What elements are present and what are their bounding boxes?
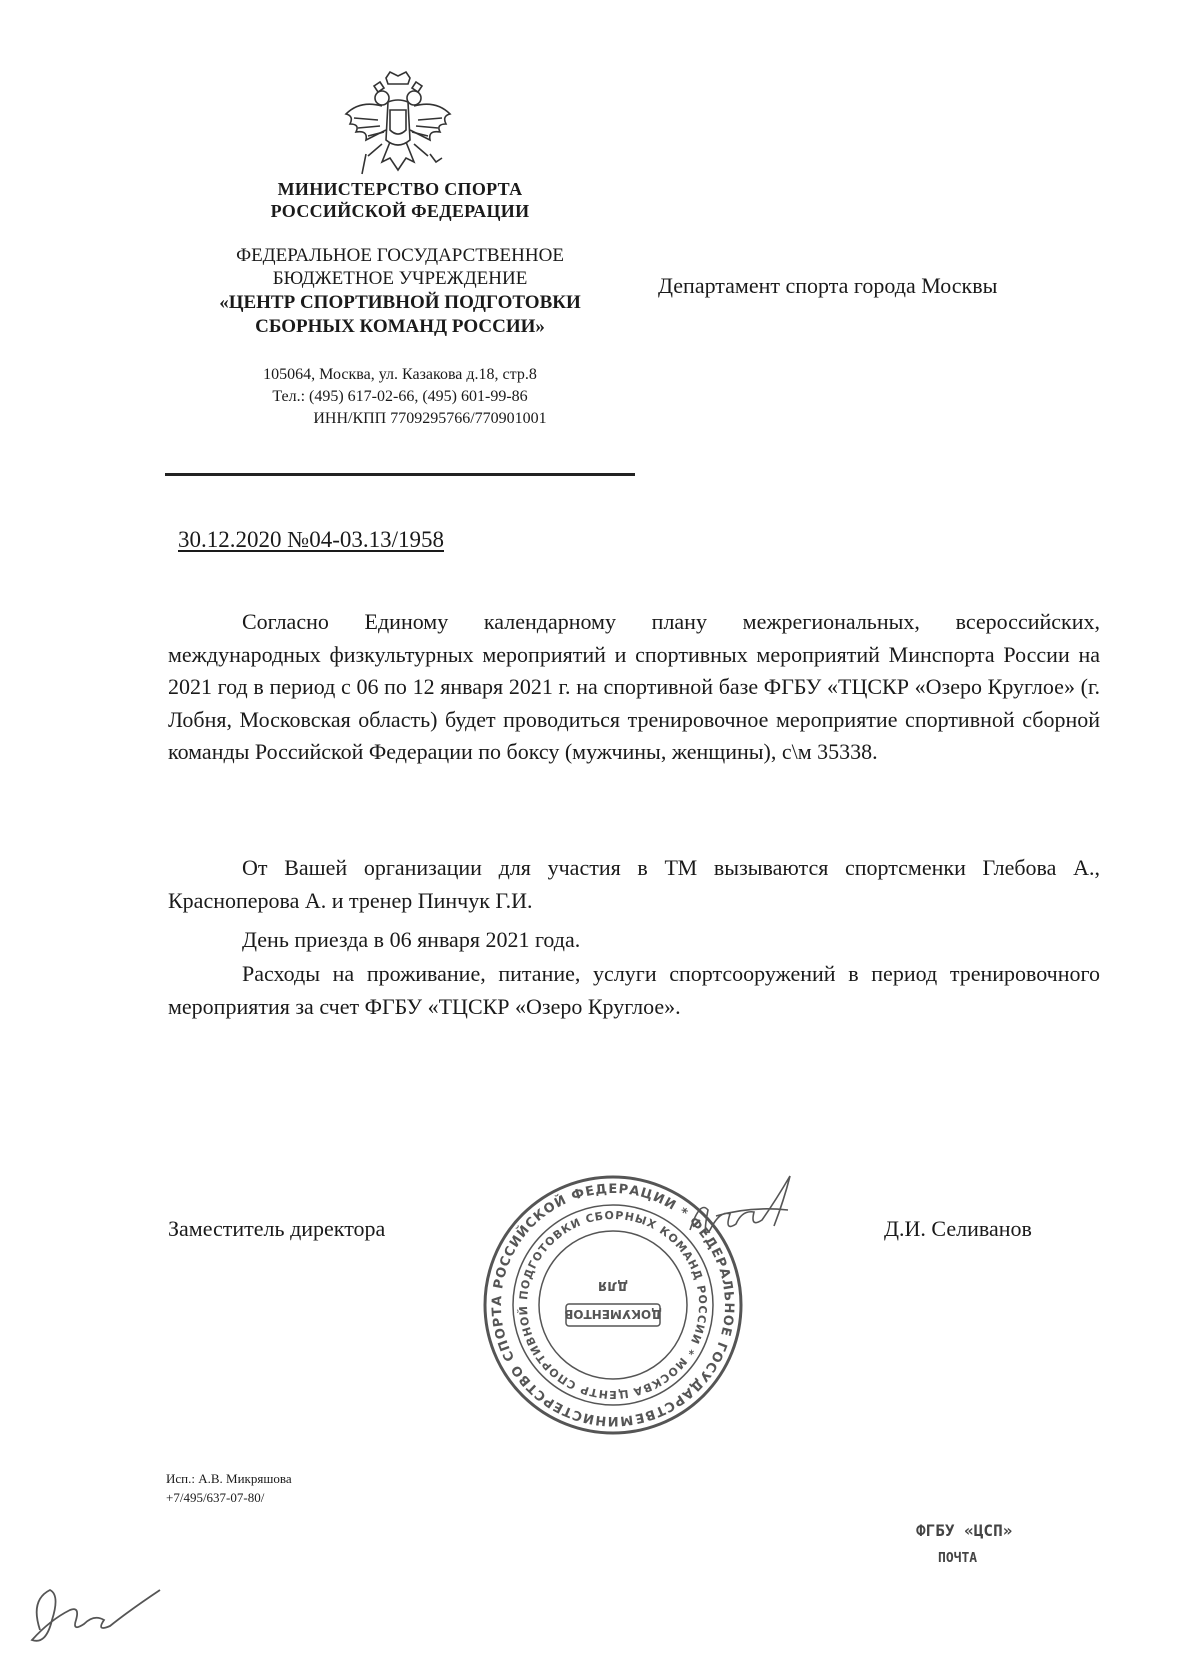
institution-inn: ИНН/КПП 7709295766/770901001 [313,410,547,427]
executor-name: Исп.: А.В. Микряшова [166,1471,292,1486]
post-stamp-line1: ФГБУ «ЦСП» [916,1521,1013,1540]
executor-info [166,1469,292,1507]
seal-center-top: ДОКУМЕНТОВ [564,1307,662,1321]
signatory-title: Заместитель директора [168,1216,386,1241]
body-paragraph-1: Согласно Единому календарному плану межрегиональных, всероссийских, международных физкультурных мероприятий и спортивных мероприятий Минспорта России на 2021 год в период с 06 по 12 января 2021 г. на спортивной базе ФГБУ «ТЦСКР «Озеро Круглое» (г. Лобня, Московская область) будет проводиться тренировочное мероприятие спортивной сборной команды Российской Федерации по боксу (мужчины, женщины), с\м 35338. [168,609,1100,764]
coat-of-arms-emblem [338,70,458,190]
ministry-name-line2: РОССИЙСКОЙ ФЕДЕРАЦИИ [270,201,530,221]
handwritten-signature [680,1170,800,1260]
body-paragraph-3: День приезда в 06 января 2021 года. [242,927,581,952]
institution-line4: СБОРНЫХ КОМАНД РОССИИ» [255,316,545,337]
institution-line2: БЮДЖЕТНОЕ УЧРЕЖДЕНИЕ [272,268,528,289]
institution-line3: «ЦЕНТР СПОРТИВНОЙ ПОДГОТОВКИ [219,292,581,313]
post-stamp-line2: ПОЧТА [938,1551,978,1566]
seal-outer-text: МИНИСТЕРСТВО СПОРТА РОССИЙСКОЙ ФЕДЕРАЦИИ * ФЕДЕРАЛЬНОЕ ГОСУДАРСТВЕННОЕ [489,1181,737,1429]
outgoing-reference: 30.12.2020 №04-03.13/1958 [178,527,444,552]
letterhead-divider [165,473,635,476]
handwritten-initials [20,1560,170,1655]
institution-address: 105064, Москва, ул. Казакова д.18, стр.8 [263,366,537,383]
ministry-name-line1: МИНИСТЕРСТВО СПОРТА [277,179,523,199]
signatory-name: Д.И. Селиванов [884,1216,1032,1241]
institution-line1: ФЕДЕРАЛЬНОЕ ГОСУДАРСТВЕННОЕ [236,245,564,266]
institution-phone: Тел.: (495) 617-02-66, (495) 601-99-86 [272,388,528,405]
recipient: Департамент спорта города Москвы [658,273,998,298]
body-paragraph-2: От Вашей организации для участия в ТМ вызываются спортсменки Глебова А., Красноперова А. и тренер Пинчук Г.И. [168,855,1100,913]
body-paragraph-4: Расходы на проживание, питание, услуги спортсооружений в период тренировочного мероприятия за счет ФГБУ «ТЦСКР «Озеро Круглое». [168,961,1100,1019]
seal-inner-text: ЦЕНТР СПОРТИВНОЙ ПОДГОТОВКИ СБОРНЫХ КОМАНД РОССИИ * МОСКВА [516,1208,710,1402]
executor-phone: +7/495/637-07-80/ [166,1490,265,1505]
post-stamp [916,1517,1012,1573]
seal-center-bottom: ДЛЯ [598,1279,628,1293]
